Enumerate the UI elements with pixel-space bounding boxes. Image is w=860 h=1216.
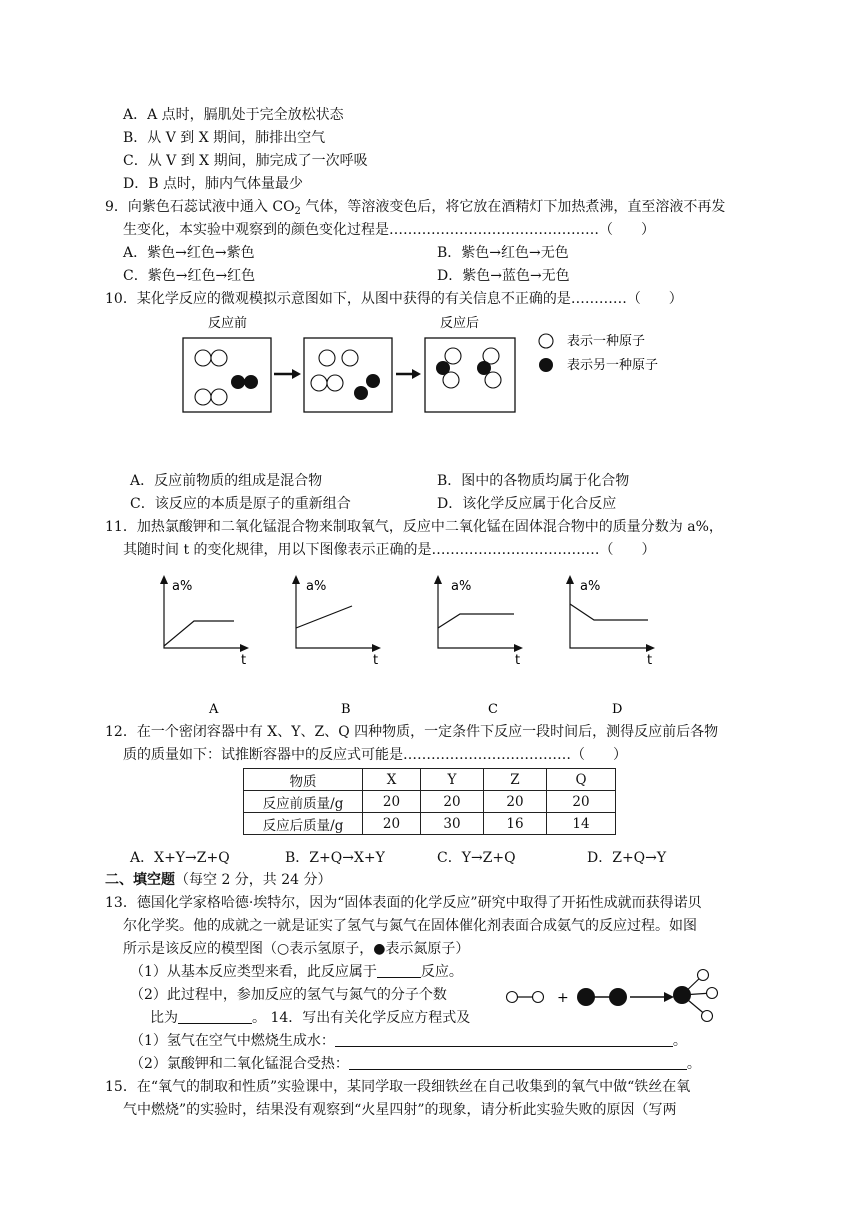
table-cell: 20 bbox=[363, 791, 421, 813]
q11-stem-line2: 其随时间 t 的变化规律，用以下图像表示正确的是………………………………（ ） bbox=[123, 542, 656, 558]
legend-black-label: 表示另一种原子 bbox=[567, 358, 659, 373]
q14-sub1-text: （1）氢气在空气中燃烧生成水： bbox=[130, 1033, 335, 1049]
q14-sub2-text: （2）氯酸钾和二氧化锰混合受热： bbox=[130, 1056, 349, 1072]
table-cell: 反应前质量/g bbox=[244, 791, 363, 813]
q9-stem-pre: 9．向紫色石蕊试液中通入 CO bbox=[105, 199, 295, 215]
co2-subscript: 2 bbox=[294, 206, 301, 217]
table-cell: 20 bbox=[421, 791, 484, 813]
q13-sub2-line2-pre: 比为 bbox=[150, 1010, 178, 1026]
section-2-title: 二、填空题 bbox=[105, 872, 175, 888]
table-cell: 20 bbox=[547, 791, 616, 813]
q8-option-c: C．从 V 到 X 期间，肺完成了一次呼吸 bbox=[123, 153, 368, 169]
q9-stem-line2: 生变化，本实验中观察到的颜色变化过程是………………………………………（ ） bbox=[123, 222, 655, 238]
q9-option-d: D．紫色→蓝色→无色 bbox=[437, 268, 570, 284]
q9-option-b: B．紫色→红色→无色 bbox=[437, 245, 569, 261]
q13-sub2-line2-post: 。 14．写出有关化学反应方程式及 bbox=[252, 1010, 471, 1026]
q13-sub2: （2）此过程中，参加反应的氢气与氮气的分子个数 bbox=[130, 987, 447, 1003]
graph-a-y-label: a% bbox=[172, 579, 193, 594]
q14-sub2 bbox=[130, 1054, 701, 1074]
table-cell: 14 bbox=[547, 813, 616, 835]
table-header-cell: Q bbox=[547, 769, 616, 791]
graph-d-x-label: t bbox=[647, 653, 653, 668]
table-cell: 反应后质量/g bbox=[244, 813, 363, 835]
q15-stem-line1: 15．在“氧气的制取和性质”实验课中，某同学取一段细铁丝在自己收集到的氧气中做“铁丝在氧 bbox=[105, 1079, 691, 1095]
q14-sub1-end: 。 bbox=[672, 1033, 687, 1049]
graph-b-y-label: a% bbox=[306, 579, 327, 594]
q8-option-a: A．A 点时，膈肌处于完全放松状态 bbox=[123, 107, 344, 123]
q13-stem-line3: 所示是该反应的模型图（○表示氢原子，●表示氮原子） bbox=[123, 941, 470, 957]
q12-option-b: B．Z+Q→X+Y bbox=[285, 850, 385, 866]
q10-stem: 10．某化学反应的微观模拟示意图如下，从图中获得的有关信息不正确的是…………（ ） bbox=[105, 291, 683, 307]
q8-option-d: D．B 点时，肺内气体量最少 bbox=[123, 176, 303, 192]
q14-sub1 bbox=[130, 1031, 687, 1051]
graph-b-label: B bbox=[341, 702, 351, 717]
q10-option-d: D．该化学反应属于化合反应 bbox=[437, 496, 617, 512]
hydrogen-atom bbox=[507, 992, 518, 1003]
legend-white-label: 表示一种原子 bbox=[567, 334, 646, 349]
graph-d-label: D bbox=[612, 702, 623, 717]
nitrogen-atom bbox=[673, 986, 691, 1004]
answer-blank[interactable] bbox=[349, 1055, 687, 1070]
hydrogen-atom bbox=[707, 988, 718, 999]
q13-stem-line1: 13．德国化学家格哈德·埃特尔，因为“固体表面的化学反应”研究中取得了开拓性成就而获得诺贝 bbox=[105, 895, 702, 911]
graph-a-x-label: t bbox=[241, 653, 247, 668]
q13-sub1-post: 反应。 bbox=[420, 964, 463, 980]
q9-stem-post: 气体，等溶液变色后，将它放在酒精灯下加热煮沸，直至溶液不再发 bbox=[300, 199, 726, 215]
q10-option-b: B．图中的各物质均属于化合物 bbox=[437, 473, 630, 489]
q12-stem-line1: 12．在一个密闭容器中有 X、Y、Z、Q 四种物质，一定条件下反应一段时间后，测得反应前后各物 bbox=[105, 724, 719, 740]
q11-stem-line1: 11．加热氯酸钾和二氧化锰混合物来制取氧气，反应中二氧化锰在固体混合物中的质量分数为 a%， bbox=[105, 519, 723, 535]
q9-option-a: A．紫色→红色→紫色 bbox=[123, 245, 255, 261]
graph-a-label: A bbox=[209, 702, 219, 717]
table-header-cell: Z bbox=[484, 769, 547, 791]
nitrogen-atom bbox=[577, 988, 595, 1006]
q13-sub1-pre: （1）从基本反应类型来看，此反应属于 bbox=[130, 964, 377, 980]
q12-option-a: A．X+Y→Z+Q bbox=[130, 850, 230, 866]
arrow-icon bbox=[664, 992, 674, 1002]
q15-stem-line2: 气中燃烧”的实验时，结果没有观察到“火星四射”的现象，请分析此实验失败的原因（写两 bbox=[123, 1102, 677, 1118]
hydrogen-atom bbox=[702, 1011, 713, 1022]
graph-c-x-label: t bbox=[515, 653, 521, 668]
before-label: 反应前 bbox=[208, 316, 248, 331]
table-cell: 30 bbox=[421, 813, 484, 835]
plus-sign: + bbox=[557, 990, 569, 1006]
nitrogen-atom bbox=[609, 988, 627, 1006]
table-header-cell: 物质 bbox=[244, 769, 363, 791]
q13-stem-line2: 尔化学奖。他的成就之一就是证实了氢气与氮气在固体催化剂表面合成氨气的反应过程。如图 bbox=[123, 918, 697, 934]
table-cell: 16 bbox=[484, 813, 547, 835]
hydrogen-atom bbox=[533, 992, 544, 1003]
graph-b-x-label: t bbox=[373, 653, 379, 668]
table-header-cell: X bbox=[363, 769, 421, 791]
q8-option-b: B．从 V 到 X 期间，肺排出空气 bbox=[123, 130, 326, 146]
hydrogen-atom bbox=[698, 970, 709, 981]
q10-option-a: A．反应前物质的组成是混合物 bbox=[130, 473, 323, 489]
q9-option-c: C．紫色→红色→红色 bbox=[123, 268, 256, 284]
answer-blank[interactable] bbox=[335, 1032, 673, 1047]
q12-stem-line2: 质的质量如下：试推断容器中的反应式可能是………………………………（ ） bbox=[123, 747, 627, 763]
q10-option-c: C．该反应的本质是原子的重新组合 bbox=[130, 496, 351, 512]
table-cell: 20 bbox=[484, 791, 547, 813]
graph-d-y-label: a% bbox=[580, 579, 601, 594]
q12-option-d: D．Z+Q→Y bbox=[587, 850, 667, 866]
graph-c-label: C bbox=[488, 702, 498, 717]
table-cell: 20 bbox=[363, 813, 421, 835]
q12-option-c: C．Y→Z+Q bbox=[437, 850, 516, 866]
after-label: 反应后 bbox=[440, 316, 480, 331]
section-2-note: （每空 2 分，共 24 分） bbox=[175, 872, 332, 888]
table-header-cell: Y bbox=[421, 769, 484, 791]
graph-c-y-label: a% bbox=[451, 579, 472, 594]
q14-sub2-end: 。 bbox=[686, 1056, 701, 1072]
